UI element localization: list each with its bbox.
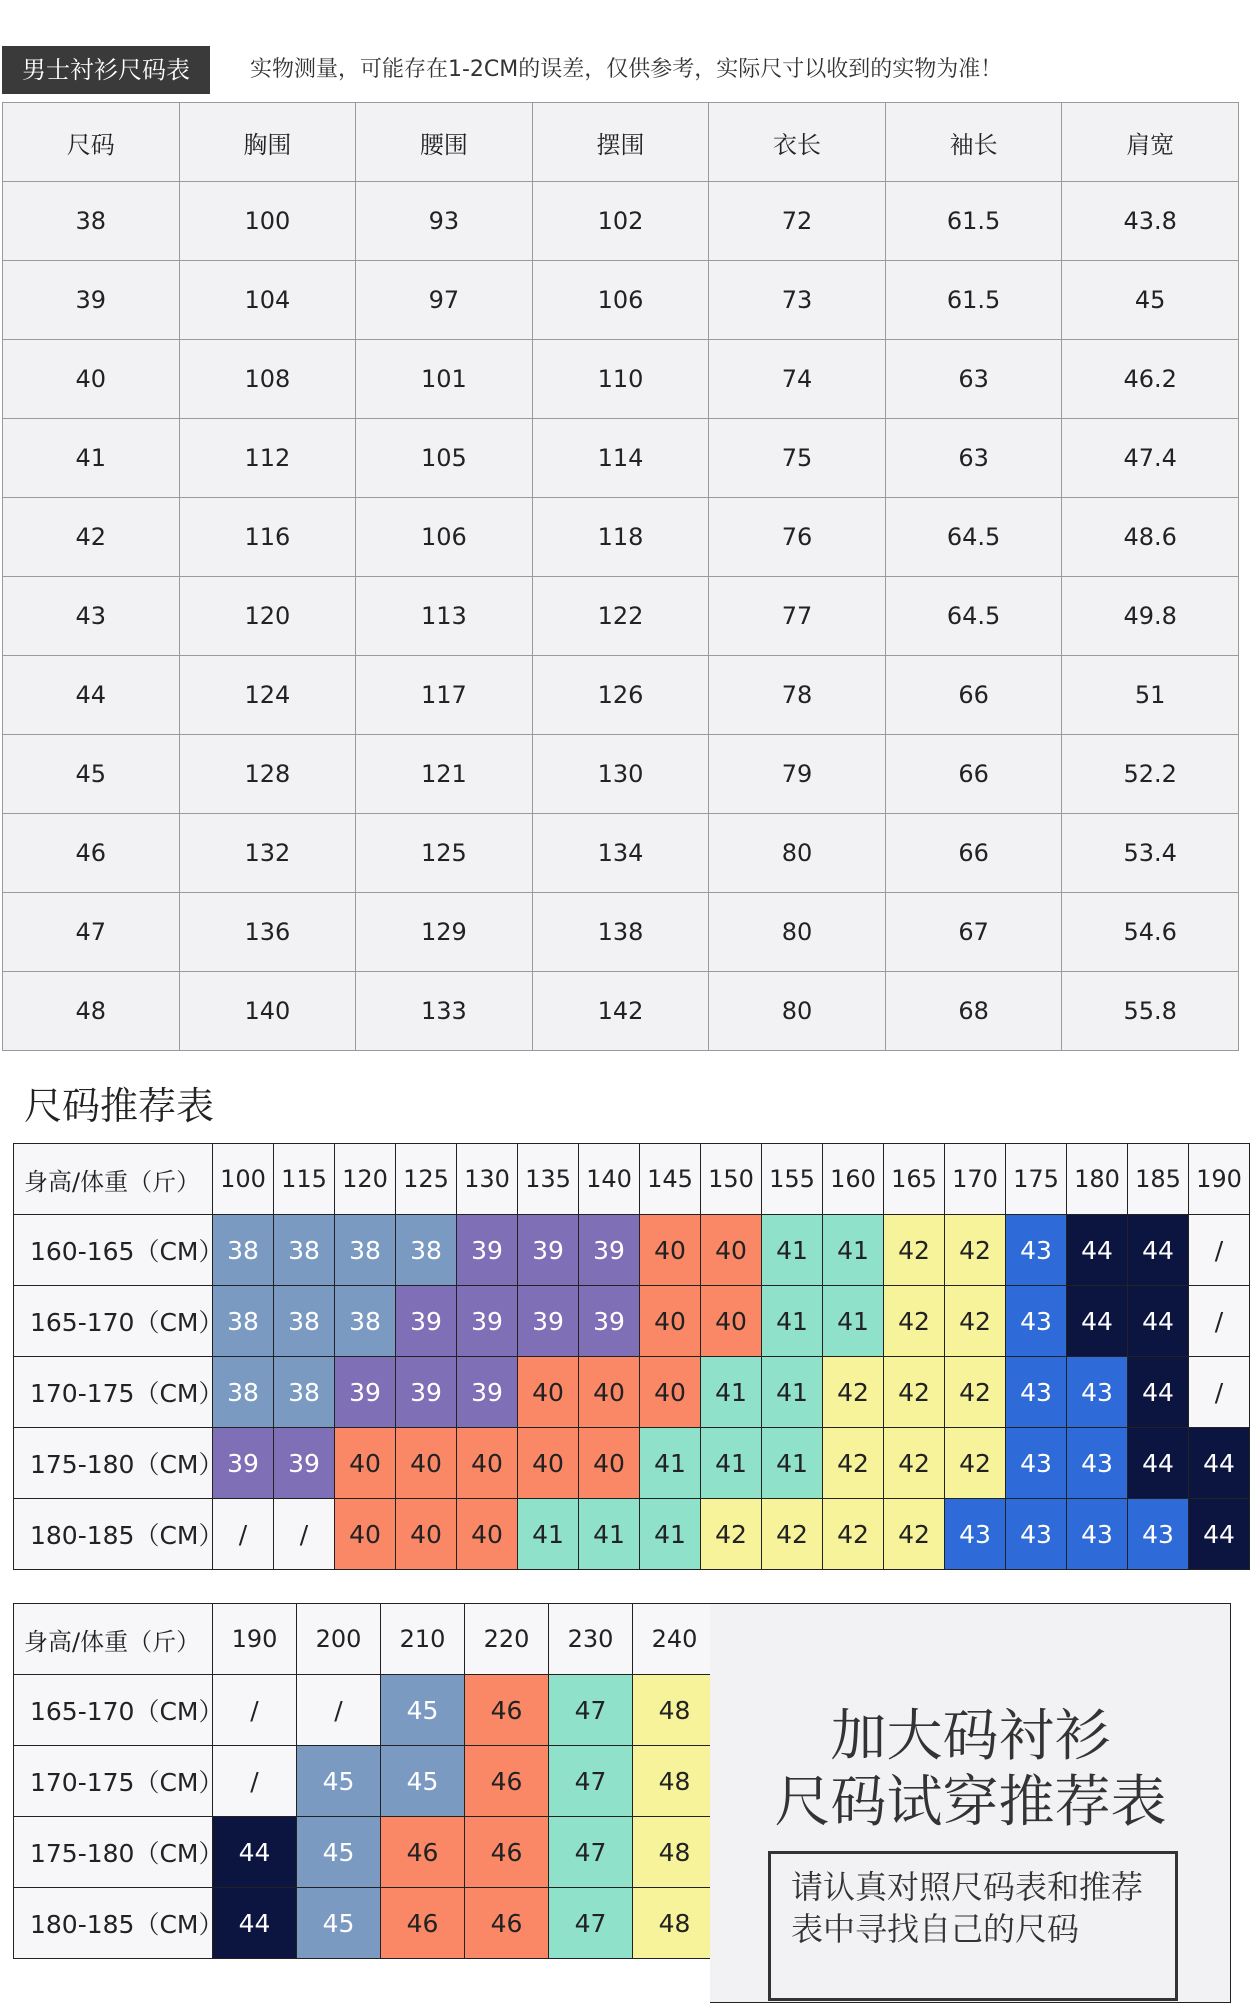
weight-header-cell: 210 [381,1604,465,1675]
size-cell: 39 [213,1428,274,1499]
table-cell: 128 [179,735,356,814]
table-cell: 133 [356,972,533,1051]
table-row [3,972,1239,1051]
table-cell: 48.6 [1062,498,1239,577]
table-row [14,1675,717,1746]
table-row [3,814,1239,893]
size-cell: 43 [1006,1428,1067,1499]
size-cell: 48 [633,1675,717,1746]
size-cell: 40 [579,1357,640,1428]
plus-size-promo [710,1603,1231,2003]
weight-header-cell: 155 [762,1144,823,1215]
size-cell: 45 [297,1746,381,1817]
table-cell: 136 [179,893,356,972]
size-cell: 40 [335,1499,396,1570]
table-row [14,1817,717,1888]
size-cell: 39 [396,1286,457,1357]
table-cell: 113 [356,577,533,656]
table-cell: 104 [179,261,356,340]
table-row [3,893,1239,972]
size-chart-header-cell: 袖长 [885,103,1062,182]
table-cell: 44 [3,656,180,735]
size-cell: 42 [823,1428,884,1499]
size-cell: 47 [549,1888,633,1959]
size-chart-note: 实物测量，可能存在1-2CM的误差，仅供参考，实际尺寸以收到的实物为准！ [250,57,1003,82]
weight-header-cell: 165 [884,1144,945,1215]
height-label-cell: 170-175（CM） [14,1746,213,1817]
table-cell: 108 [179,340,356,419]
recommend-header-row [14,1144,1250,1215]
table-cell: 77 [709,577,886,656]
table-cell: 46.2 [1062,340,1239,419]
plus-recommend-body [14,1675,717,1959]
table-row [14,1888,717,1959]
table-cell: 66 [885,656,1062,735]
weight-header-cell: 115 [274,1144,335,1215]
table-cell: 101 [356,340,533,419]
promo-instruction-box: 请认真对照尺码表和推荐表中寻找自己的尺码 [768,1851,1178,2001]
weight-header-cell: 160 [823,1144,884,1215]
weight-header-cell: 120 [335,1144,396,1215]
weight-header-cell: 140 [579,1144,640,1215]
weight-header-cell: 230 [549,1604,633,1675]
size-chart-header-cell: 尺码 [3,103,180,182]
size-cell: 41 [823,1286,884,1357]
size-cell: 41 [762,1215,823,1286]
table-cell: 102 [532,182,709,261]
table-row [14,1286,1250,1357]
height-label-cell: 175-180（CM） [14,1428,213,1499]
weight-header-cell: 175 [1006,1144,1067,1215]
table-cell: 130 [532,735,709,814]
table-cell: 75 [709,419,886,498]
size-chart-body [3,182,1239,1051]
weight-header-cell: 125 [396,1144,457,1215]
recommend-corner-cell: 身高/体重（斤） [14,1604,213,1675]
recommend-corner-cell: 身高/体重（斤） [14,1144,213,1215]
weight-header-cell: 240 [633,1604,717,1675]
table-cell: 100 [179,182,356,261]
size-cell: 44 [1067,1286,1128,1357]
weight-header-cell: 190 [1189,1144,1250,1215]
size-cell: 42 [945,1215,1006,1286]
table-cell: 45 [3,735,180,814]
table-cell: 61.5 [885,261,1062,340]
height-label-cell: 175-180（CM） [14,1817,213,1888]
size-cell: 42 [884,1499,945,1570]
size-cell: 41 [701,1357,762,1428]
size-cell: 43 [1006,1357,1067,1428]
size-cell: 43 [1006,1286,1067,1357]
size-cell: 41 [579,1499,640,1570]
recommend-table [13,1143,1250,1570]
size-cell: / [213,1746,297,1817]
size-cell: 41 [518,1499,579,1570]
size-chart-header-cell: 肩宽 [1062,103,1239,182]
size-cell: 39 [396,1357,457,1428]
size-cell: 39 [274,1428,335,1499]
promo-title-line1: 加大码衬衫 [830,1704,1111,1769]
size-cell: 43 [1067,1428,1128,1499]
size-cell: 47 [549,1746,633,1817]
weight-header-cell: 135 [518,1144,579,1215]
table-row [14,1746,717,1817]
size-cell: 45 [297,1817,381,1888]
size-cell: 40 [701,1286,762,1357]
size-chart-header-cell: 腰围 [356,103,533,182]
size-cell: 46 [465,1888,549,1959]
table-row [3,498,1239,577]
size-cell: 42 [762,1499,823,1570]
size-cell: 40 [640,1357,701,1428]
table-cell: 64.5 [885,577,1062,656]
table-cell: 49.8 [1062,577,1239,656]
size-cell: 45 [381,1746,465,1817]
table-cell: 126 [532,656,709,735]
height-label-cell: 180-185（CM） [14,1499,213,1570]
size-cell: 40 [335,1428,396,1499]
table-cell: 129 [356,893,533,972]
size-cell: 40 [518,1428,579,1499]
table-row [3,656,1239,735]
weight-header-cell: 145 [640,1144,701,1215]
table-cell: 51 [1062,656,1239,735]
table-cell: 106 [356,498,533,577]
table-cell: 118 [532,498,709,577]
recommend-body [14,1215,1250,1570]
table-row [14,1428,1250,1499]
table-cell: 120 [179,577,356,656]
size-cell: 40 [396,1428,457,1499]
size-cell: / [274,1499,335,1570]
size-cell: 48 [633,1888,717,1959]
size-cell: 45 [297,1888,381,1959]
table-row [3,340,1239,419]
size-cell: 39 [579,1286,640,1357]
size-cell: / [1189,1215,1250,1286]
size-cell: 42 [701,1499,762,1570]
table-cell: 64.5 [885,498,1062,577]
size-cell: 38 [274,1357,335,1428]
size-cell: 40 [579,1428,640,1499]
size-cell: 44 [1128,1357,1189,1428]
size-cell: 42 [823,1499,884,1570]
size-cell: 46 [381,1888,465,1959]
table-cell: 63 [885,340,1062,419]
size-cell: / [297,1675,381,1746]
size-cell: 46 [465,1817,549,1888]
size-cell: 43 [1006,1215,1067,1286]
size-cell: 43 [945,1499,1006,1570]
table-cell: 124 [179,656,356,735]
table-cell: 116 [179,498,356,577]
size-cell: 48 [633,1817,717,1888]
table-cell: 78 [709,656,886,735]
table-cell: 39 [3,261,180,340]
size-cell: 39 [518,1215,579,1286]
table-cell: 43.8 [1062,182,1239,261]
size-cell: 47 [549,1817,633,1888]
table-cell: 122 [532,577,709,656]
size-cell: 42 [884,1428,945,1499]
table-cell: 80 [709,972,886,1051]
plus-recommend-header-row [14,1604,717,1675]
weight-header-cell: 200 [297,1604,381,1675]
height-label-cell: 165-170（CM） [14,1286,213,1357]
table-cell: 55.8 [1062,972,1239,1051]
size-cell: 48 [633,1746,717,1817]
size-cell: 44 [213,1817,297,1888]
table-row [3,577,1239,656]
size-chart-header-row [3,103,1239,182]
table-cell: 112 [179,419,356,498]
table-cell: 134 [532,814,709,893]
table-cell: 41 [3,419,180,498]
size-cell: 39 [457,1286,518,1357]
size-cell: 44 [1128,1286,1189,1357]
recommend-title: 尺码推荐表 [24,1084,215,1128]
size-cell: 41 [762,1357,823,1428]
size-cell: 38 [335,1286,396,1357]
size-cell: 39 [335,1357,396,1428]
table-cell: 80 [709,893,886,972]
size-cell: 41 [640,1499,701,1570]
size-cell: 44 [1067,1215,1128,1286]
table-cell: 138 [532,893,709,972]
table-cell: 42 [3,498,180,577]
size-cell: 38 [274,1215,335,1286]
table-cell: 132 [179,814,356,893]
size-cell: 38 [213,1215,274,1286]
size-cell: 38 [213,1357,274,1428]
table-row [3,182,1239,261]
table-cell: 140 [179,972,356,1051]
size-cell: 38 [396,1215,457,1286]
size-cell: 40 [701,1215,762,1286]
table-cell: 125 [356,814,533,893]
table-cell: 67 [885,893,1062,972]
table-cell: 72 [709,182,886,261]
size-cell: 40 [518,1357,579,1428]
size-cell: 39 [457,1215,518,1286]
weight-header-cell: 130 [457,1144,518,1215]
table-cell: 61.5 [885,182,1062,261]
size-cell: 40 [457,1499,518,1570]
table-cell: 114 [532,419,709,498]
table-row [3,261,1239,340]
size-cell: 39 [457,1357,518,1428]
table-cell: 73 [709,261,886,340]
table-cell: 93 [356,182,533,261]
size-cell: 46 [465,1746,549,1817]
size-cell: 42 [884,1215,945,1286]
table-cell: 80 [709,814,886,893]
size-cell: 42 [884,1286,945,1357]
size-cell: 38 [274,1286,335,1357]
table-row [3,419,1239,498]
size-cell: 47 [549,1675,633,1746]
plus-size-section [13,1603,1231,1948]
size-cell: 42 [884,1357,945,1428]
height-label-cell: 170-175（CM） [14,1357,213,1428]
size-cell: 46 [465,1675,549,1746]
size-cell: 38 [213,1286,274,1357]
table-cell: 47 [3,893,180,972]
size-cell: 41 [762,1286,823,1357]
weight-header-cell: 150 [701,1144,762,1215]
table-cell: 54.6 [1062,893,1239,972]
table-cell: 74 [709,340,886,419]
table-row [3,735,1239,814]
table-cell: 66 [885,735,1062,814]
size-chart-header-cell: 衣长 [709,103,886,182]
height-label-cell: 180-185（CM） [14,1888,213,1959]
height-label-cell: 165-170（CM） [14,1675,213,1746]
table-row [14,1499,1250,1570]
size-cell: 41 [823,1215,884,1286]
table-cell: 97 [356,261,533,340]
size-cell: 41 [640,1428,701,1499]
size-chart-title-row [0,46,1240,94]
weight-header-cell: 220 [465,1604,549,1675]
size-cell: 43 [1006,1499,1067,1570]
table-cell: 142 [532,972,709,1051]
table-cell: 121 [356,735,533,814]
size-chart-tag: 男士衬衫尺码表 [2,46,210,94]
size-cell: 40 [457,1428,518,1499]
size-cell: / [213,1499,274,1570]
size-cell: 42 [945,1357,1006,1428]
table-cell: 45 [1062,261,1239,340]
size-cell: 42 [823,1357,884,1428]
table-cell: 110 [532,340,709,419]
size-cell: 39 [518,1286,579,1357]
size-cell: 43 [1067,1357,1128,1428]
table-cell: 38 [3,182,180,261]
table-cell: 46 [3,814,180,893]
promo-title-line2: 尺码试穿推荐表 [774,1770,1167,1835]
size-cell: 40 [640,1286,701,1357]
size-cell: 39 [579,1215,640,1286]
weight-header-cell: 100 [213,1144,274,1215]
size-cell: / [1189,1357,1250,1428]
size-chart-header-cell: 摆围 [532,103,709,182]
weight-header-cell: 180 [1067,1144,1128,1215]
plus-recommend-table [13,1603,717,1959]
size-cell: 43 [1128,1499,1189,1570]
size-cell: 41 [762,1428,823,1499]
size-cell: 42 [945,1428,1006,1499]
height-label-cell: 160-165（CM） [14,1215,213,1286]
size-cell: 43 [1067,1499,1128,1570]
table-cell: 63 [885,419,1062,498]
size-cell: 42 [945,1286,1006,1357]
size-cell: 44 [1189,1428,1250,1499]
table-cell: 48 [3,972,180,1051]
weight-header-cell: 170 [945,1144,1006,1215]
size-cell: 40 [640,1215,701,1286]
table-cell: 40 [3,340,180,419]
size-cell: 46 [381,1817,465,1888]
table-cell: 53.4 [1062,814,1239,893]
table-row [14,1215,1250,1286]
table-row [14,1357,1250,1428]
table-cell: 43 [3,577,180,656]
size-cell: 38 [335,1215,396,1286]
table-cell: 47.4 [1062,419,1239,498]
table-cell: 105 [356,419,533,498]
size-cell: / [213,1675,297,1746]
table-cell: 76 [709,498,886,577]
table-cell: 106 [532,261,709,340]
size-cell: 44 [213,1888,297,1959]
table-cell: 117 [356,656,533,735]
weight-header-cell: 190 [213,1604,297,1675]
table-cell: 66 [885,814,1062,893]
table-cell: 68 [885,972,1062,1051]
table-cell: 52.2 [1062,735,1239,814]
size-cell: 40 [396,1499,457,1570]
size-cell: 45 [381,1675,465,1746]
size-chart-header-cell: 胸围 [179,103,356,182]
size-cell: 41 [701,1428,762,1499]
table-cell: 79 [709,735,886,814]
size-cell: 44 [1189,1499,1250,1570]
weight-header-cell: 185 [1128,1144,1189,1215]
size-cell: 44 [1128,1428,1189,1499]
size-cell: 44 [1128,1215,1189,1286]
size-chart-table [2,102,1239,1051]
size-cell: / [1189,1286,1250,1357]
